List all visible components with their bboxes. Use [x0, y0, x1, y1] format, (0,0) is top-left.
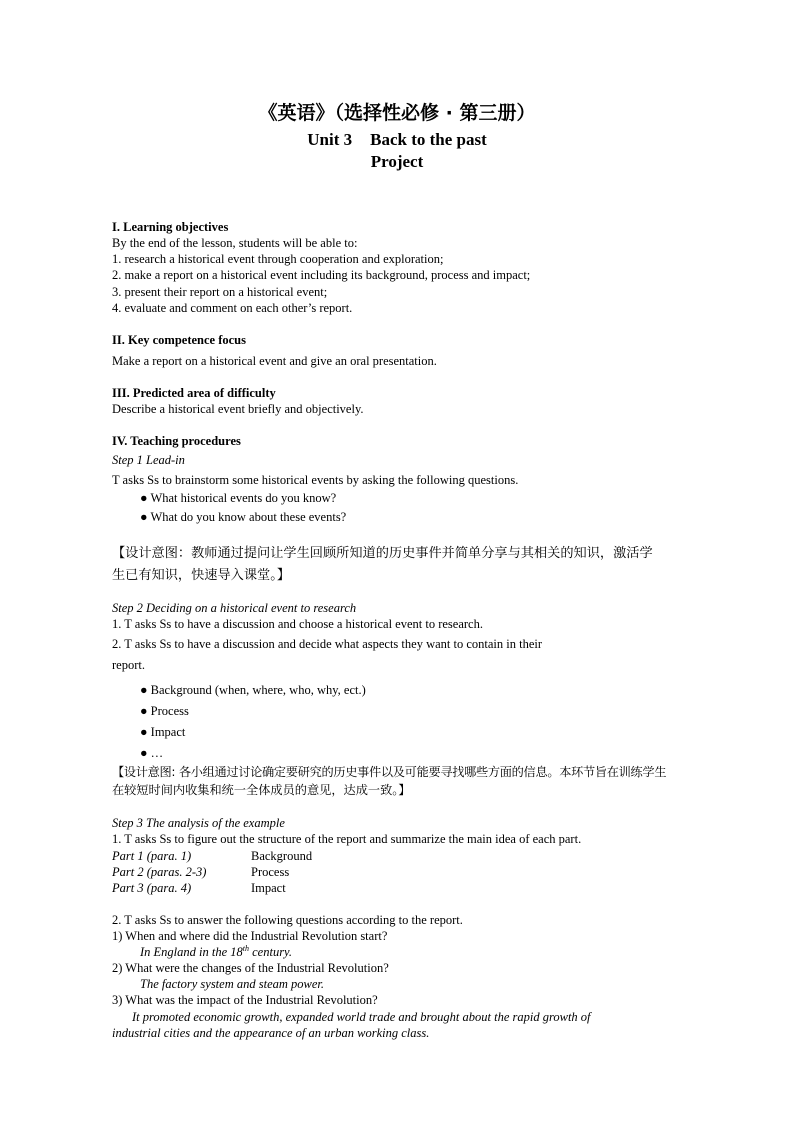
- difficulty-heading: III. Predicted area of difficulty: [112, 386, 276, 400]
- part-label: Part 3 (para. 4): [112, 881, 192, 895]
- procedures-heading: IV. Teaching procedures: [112, 434, 241, 448]
- step3-title: Step 3 The analysis of the example: [112, 816, 285, 830]
- step1-title: Step 1 Lead-in: [112, 453, 185, 467]
- part-value: Process: [251, 865, 290, 879]
- answer-2: The factory system and steam power.: [140, 977, 325, 991]
- step3-line2: 2. T asks Ss to answer the following questions according to the report.: [112, 913, 463, 927]
- part-row: [112, 848, 692, 864]
- question-2: 2) What were the changes of the Industrial Revolution?: [112, 961, 389, 975]
- step1-design-note-line1: 【设计意图：教师通过提问让学生回顾所知道的历史事件并简单分享与其相关的知识，激活学: [112, 546, 653, 561]
- difficulty-text: Describe a historical event briefly and objectively.: [112, 402, 364, 416]
- part-value: Background: [251, 849, 313, 863]
- step1-bullet: ● What historical events do you know?: [140, 491, 337, 505]
- step2-bullet: ● Background (when, where, who, why, ect.): [140, 683, 366, 697]
- objectives-intro: By the end of the lesson, students will be able to:: [112, 236, 358, 250]
- objectives-heading: I. Learning objectives: [112, 220, 229, 234]
- step1-text: T asks Ss to brainstorm some historical events by asking the following questions.: [112, 473, 519, 487]
- part-row: [112, 880, 692, 896]
- objective-item: 4. evaluate and comment on each other’s report.: [112, 301, 353, 315]
- answer-3-line2: industrial cities and the appearance of an urban working class.: [112, 1026, 430, 1040]
- section-title: Project: [370, 152, 424, 171]
- competence-heading: II. Key competence focus: [112, 333, 246, 347]
- book-title: 《英语》（选择性必修 · 第三册）: [258, 102, 536, 124]
- step1-design-note-line2: 生已有知识，快速导入课堂。】: [112, 568, 291, 583]
- objective-item: 3. present their report on a historical event;: [112, 285, 328, 299]
- objective-item: 2. make a report on a historical event including its background, process and impact;: [112, 268, 531, 282]
- step2-bullet: ● Impact: [140, 725, 186, 739]
- answer-1: In England in the 18th century.: [140, 943, 293, 959]
- unit-label: Unit 3: [307, 130, 353, 149]
- part-row: [112, 864, 692, 880]
- part-label: Part 2 (paras. 2-3): [112, 865, 207, 879]
- step2-design-note-line1: 【设计意图: 各小组通过讨论确定要研究的历史事件以及可能要寻找哪些方面的信息。本环节旨在训练学生: [112, 765, 667, 779]
- unit-title: Back to the past: [370, 130, 487, 149]
- answer-3-line1: It promoted economic growth, expanded world trade and brought about the rapid growth of: [132, 1010, 591, 1024]
- step2-design-note-line2: 在较短时间内收集和统一全体成员的意见，达成一致。】: [112, 783, 411, 797]
- step2-line1: 1. T asks Ss to have a discussion and choose a historical event to research.: [112, 617, 483, 631]
- part-value: Impact: [251, 881, 286, 895]
- step2-line2b: report.: [112, 658, 145, 672]
- step2-bullet: ● …: [140, 746, 164, 760]
- competence-text: Make a report on a historical event and give an oral presentation.: [112, 354, 437, 368]
- unit-heading: [0, 129, 794, 151]
- step1-bullet: ● What do you know about these events?: [140, 510, 347, 524]
- part-label: Part 1 (para. 1): [112, 849, 192, 863]
- step2-bullet: ● Process: [140, 704, 189, 718]
- question-1: 1) When and where did the Industrial Revolution start?: [112, 929, 388, 943]
- step2-title: Step 2 Deciding on a historical event to research: [112, 601, 357, 615]
- step2-line2: 2. T asks Ss to have a discussion and decide what aspects they want to contain in their: [112, 637, 543, 651]
- objective-item: 1. research a historical event through cooperation and exploration;: [112, 252, 444, 266]
- question-3: 3) What was the impact of the Industrial Revolution?: [112, 993, 378, 1007]
- step3-line1: 1. T asks Ss to figure out the structure of the report and summarize the main idea of each part.: [112, 832, 582, 846]
